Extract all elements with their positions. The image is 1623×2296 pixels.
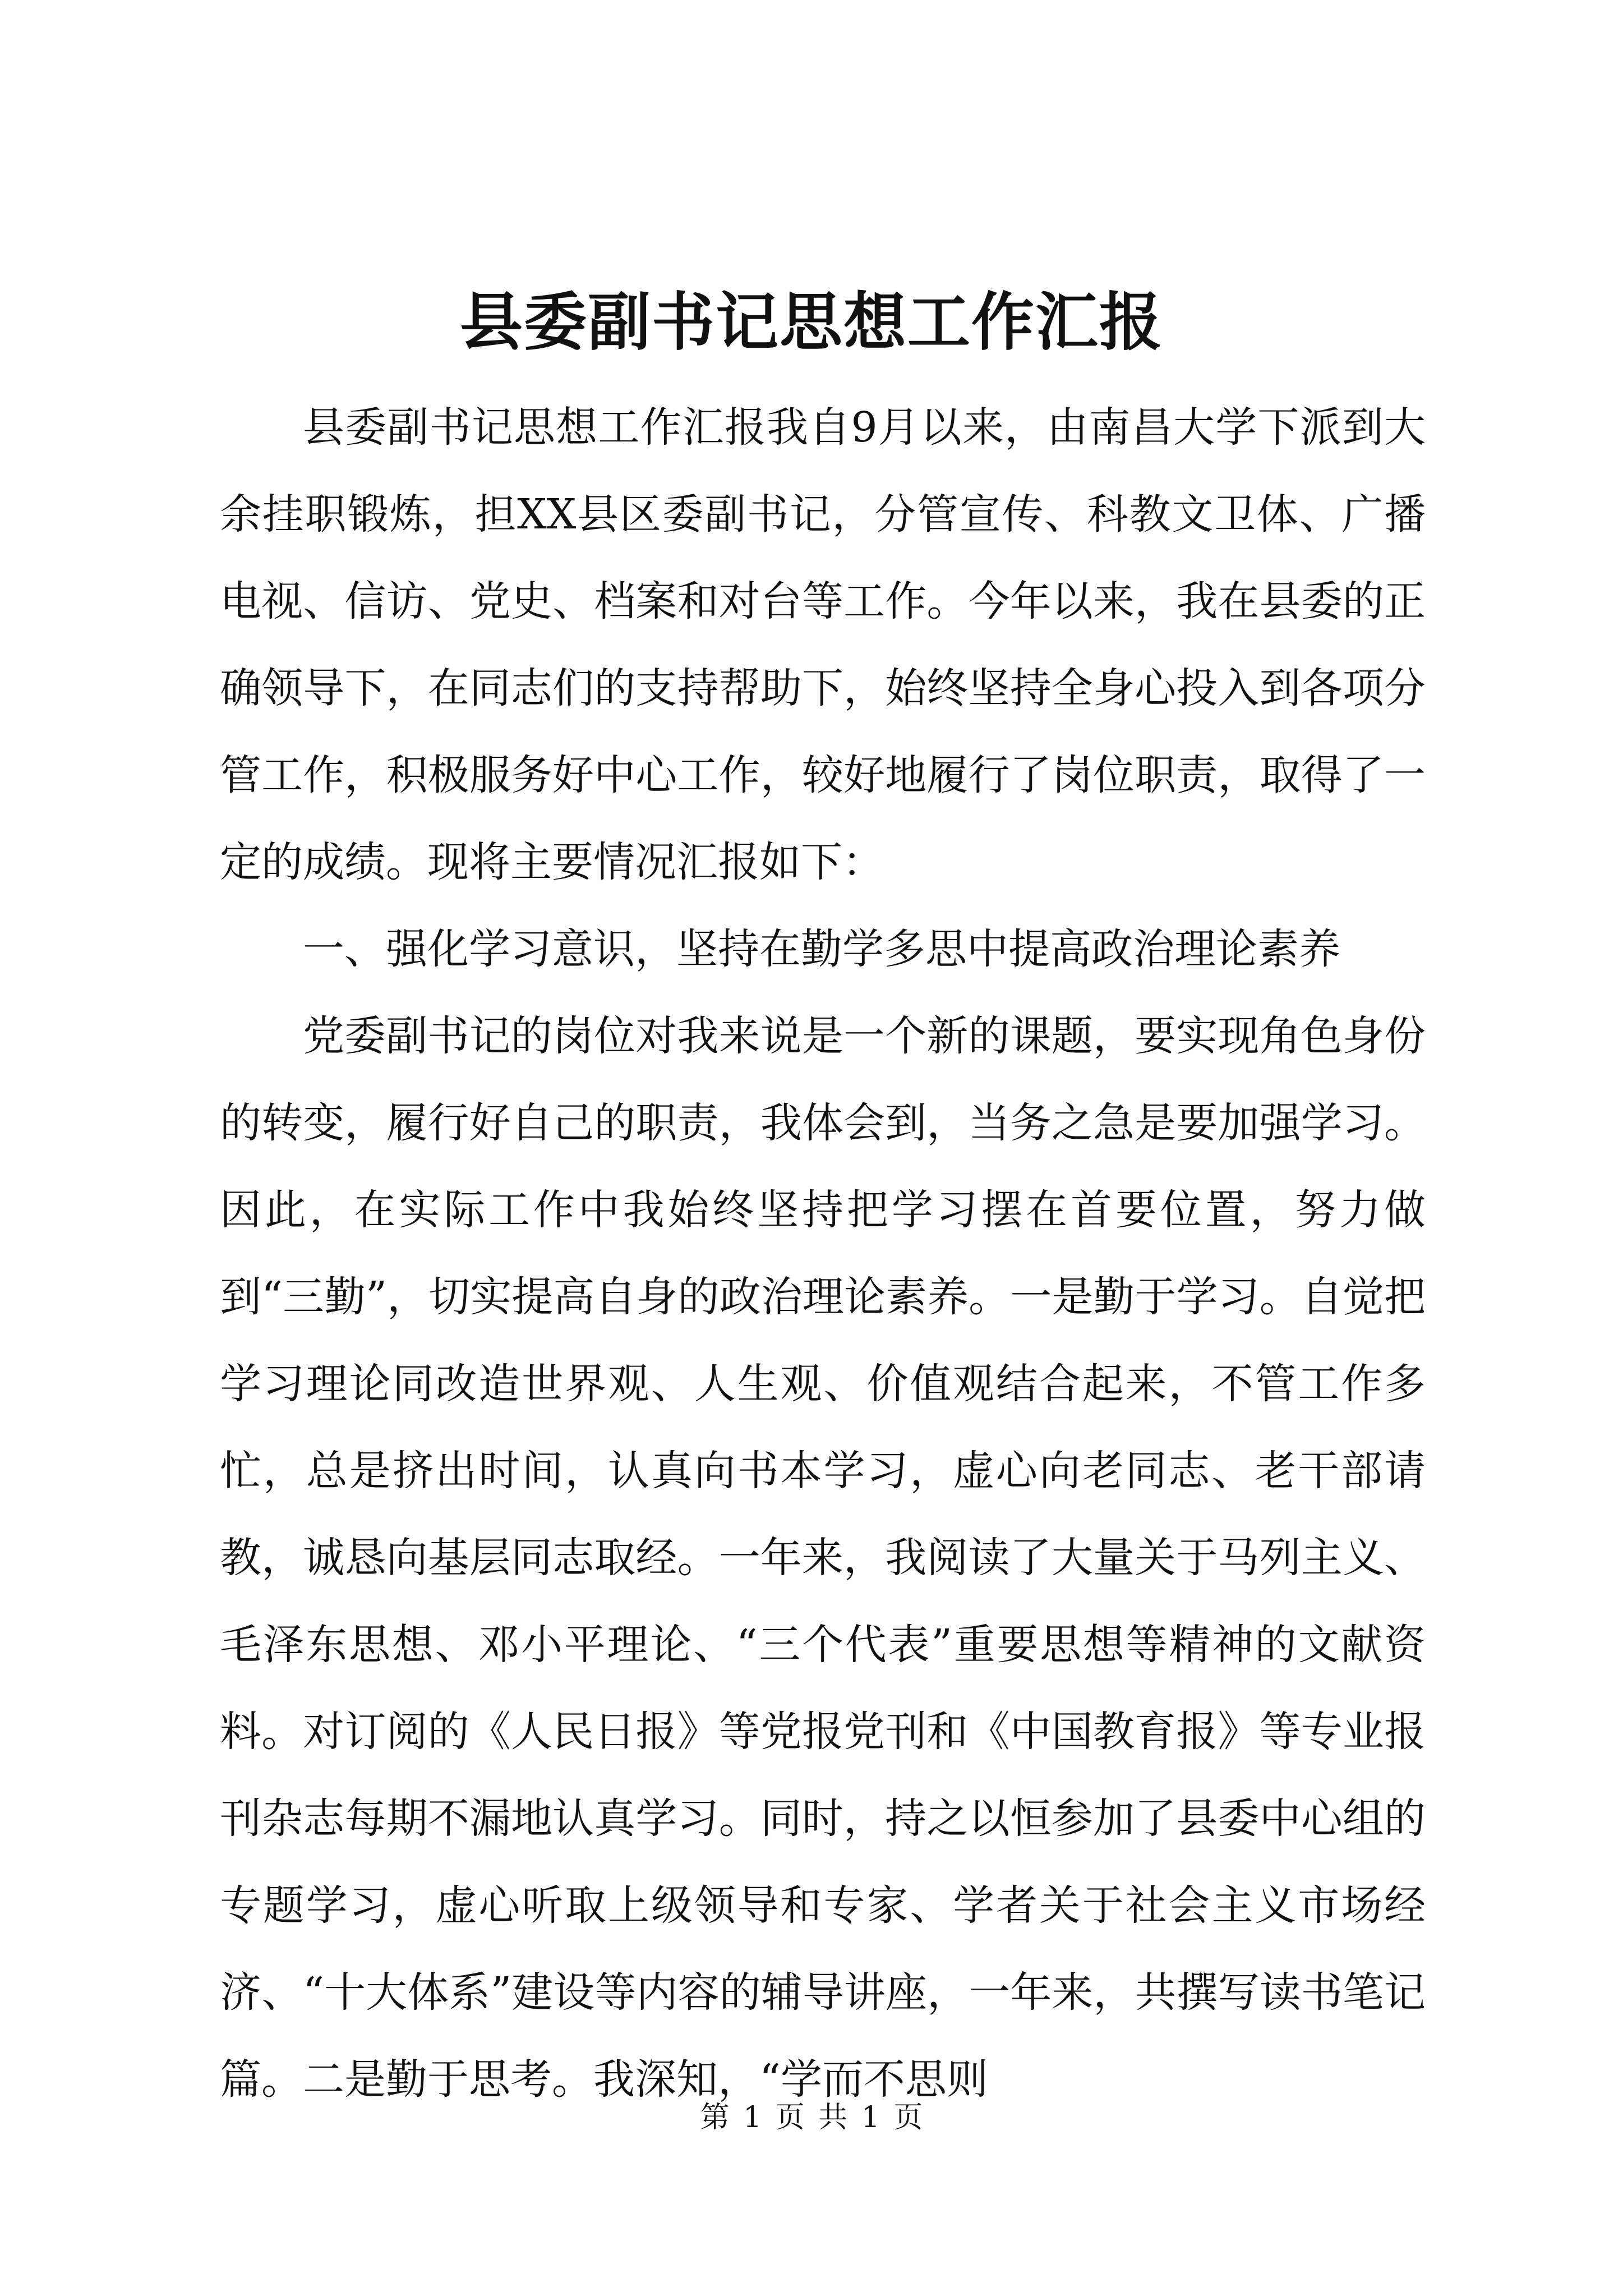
paragraph-intro: 县委副书记思想工作汇报我自9月以来，由南昌大学下派到大余挂职锻炼，担XX县区委副书记，分管宣传、科教文卫体、广播电视、信访、党史、档案和对台等工作。今年以来，我在县委的正确领导下，在同志们的支持帮助下，始终坚持全身心投入到各项分管工作，积极服务好中心工作，较好地履行了岗位职责，取得了一定的成绩。现将主要情况汇报如下： [220,403,1426,886]
paragraph-section-heading: 一、强化学习意识，坚持在勤学多思中提高政治理论素养 [303,925,1340,973]
page-number-footer: 第 1 页 共 1 页 [700,2101,923,2134]
document-body [220,384,1426,2123]
paragraph-study: 党委副书记的岗位对我来说是一个新的课题，要实现角色身份的转变，履行好自己的职责，我体会到，当务之急是要加强学习。因此，在实际工作中我始终坚持把学习摆在首要位置，努力做到“三勤”，切实提高自身的政治理论素养。一是勤于学习。自觉把学习理论同改造世界观、人生观、价值观结合起来，不管工作多忙，总是挤出时间，认真向书本学习，虚心向老同志、老干部请教，诚恳向基层同志取经。一年来，我阅读了大量关于马列主义、毛泽东思想、邓小平理论、“三个代表”重要思想等精神的文献资料。对订阅的《人民日报》等党报党刊和《中国教育报》等专业报刊杂志每期不漏地认真学习。同时，持之以恒参加了县委中心组的专题学习，虚心听取上级领导和专家、学者关于社会主义市场经济、“十大体系”建设等内容的辅导讲座，一年来，共撰写读书笔记篇。二是勤于思考。我深知，“学而不思则 [220,1012,1426,2104]
document-title: 县委副书记思想工作汇报 [460,286,1163,359]
